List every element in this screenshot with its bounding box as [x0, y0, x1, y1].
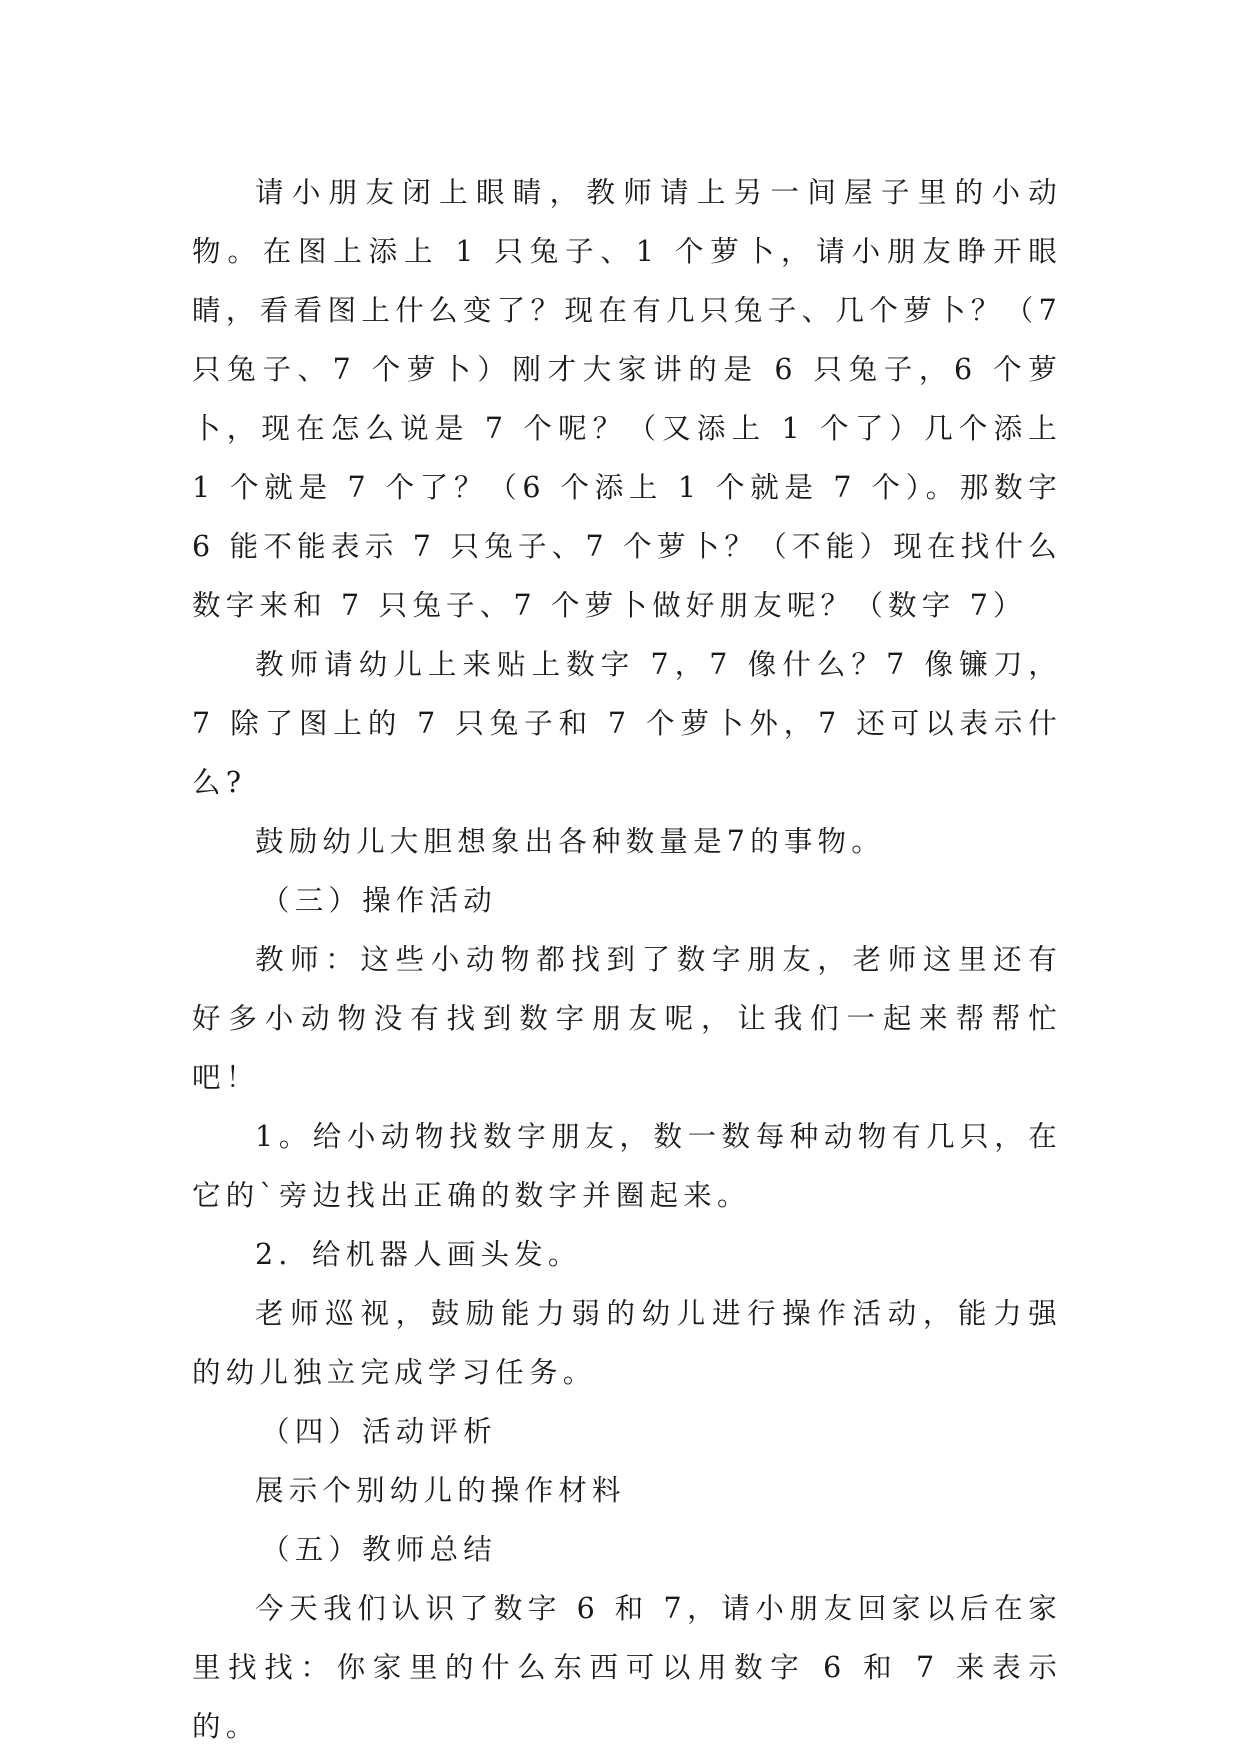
paragraph-task-one: 1。给小动物找数字朋友，数一数每种动物有几只，在它的`旁边找出正确的数字并圈起来。	[192, 1120, 1062, 1212]
paragraph-show-materials: 展示个别幼儿的操作材料	[255, 1474, 626, 1507]
paragraph-teacher-intro: 教师：这些小动物都找到了数字朋友，老师这里还有好多小动物没有找到数字朋友呢，让我们一起来帮帮忙吧！	[192, 943, 1062, 1094]
paragraph-task-two: 2．给机器人画头发。	[255, 1238, 582, 1271]
paragraph-teacher-patrol: 老师巡视，鼓励能力弱的幼儿进行操作活动，能力强的幼儿独立完成学习任务。	[192, 1297, 1062, 1389]
section-heading-operation: （三）操作活动	[261, 884, 497, 917]
document-body	[192, 163, 1062, 1756]
paragraph-summary: 今天我们认识了数字 6 和 7，请小朋友回家以后在家里找找：你家里的什么东西可以用数字 6 和 7 来表示的。	[192, 1592, 1062, 1743]
paragraph-encourage-imagination: 鼓励幼儿大胆想象出各种数量是7的事物。	[255, 825, 885, 858]
section-heading-evaluation: （四）活动评析	[261, 1415, 497, 1448]
paragraph-observe-animals: 请小朋友闭上眼睛，教师请上另一间屋子里的小动物。在图上添上 1 只兔子、1 个萝卜，请小朋友睁开眼睛，看看图上什么变了？现在有几只兔子、几个萝卜？（7 只兔子、7 个萝卜）刚才大家讲的是 6 只兔子，6 个萝卜，现在怎么说是 7 个呢？（又添上 1 个了）几个添上 1 个就是 7 个了？（6 个添上 1 个就是 7 个）。那数字 6 能不能表示 7 只兔子、7 个萝卜？（不能）现在找什么数字来和 7 只兔子、7 个萝卜做好朋友呢？（数字 7）	[192, 176, 1062, 622]
section-heading-summary: （五）教师总结	[261, 1533, 497, 1566]
paragraph-number-seven: 教师请幼儿上来贴上数字 7，7 像什么？7 像镰刀，7 除了图上的 7 只兔子和 7 个萝卜外，7 还可以表示什么?	[192, 648, 1062, 799]
